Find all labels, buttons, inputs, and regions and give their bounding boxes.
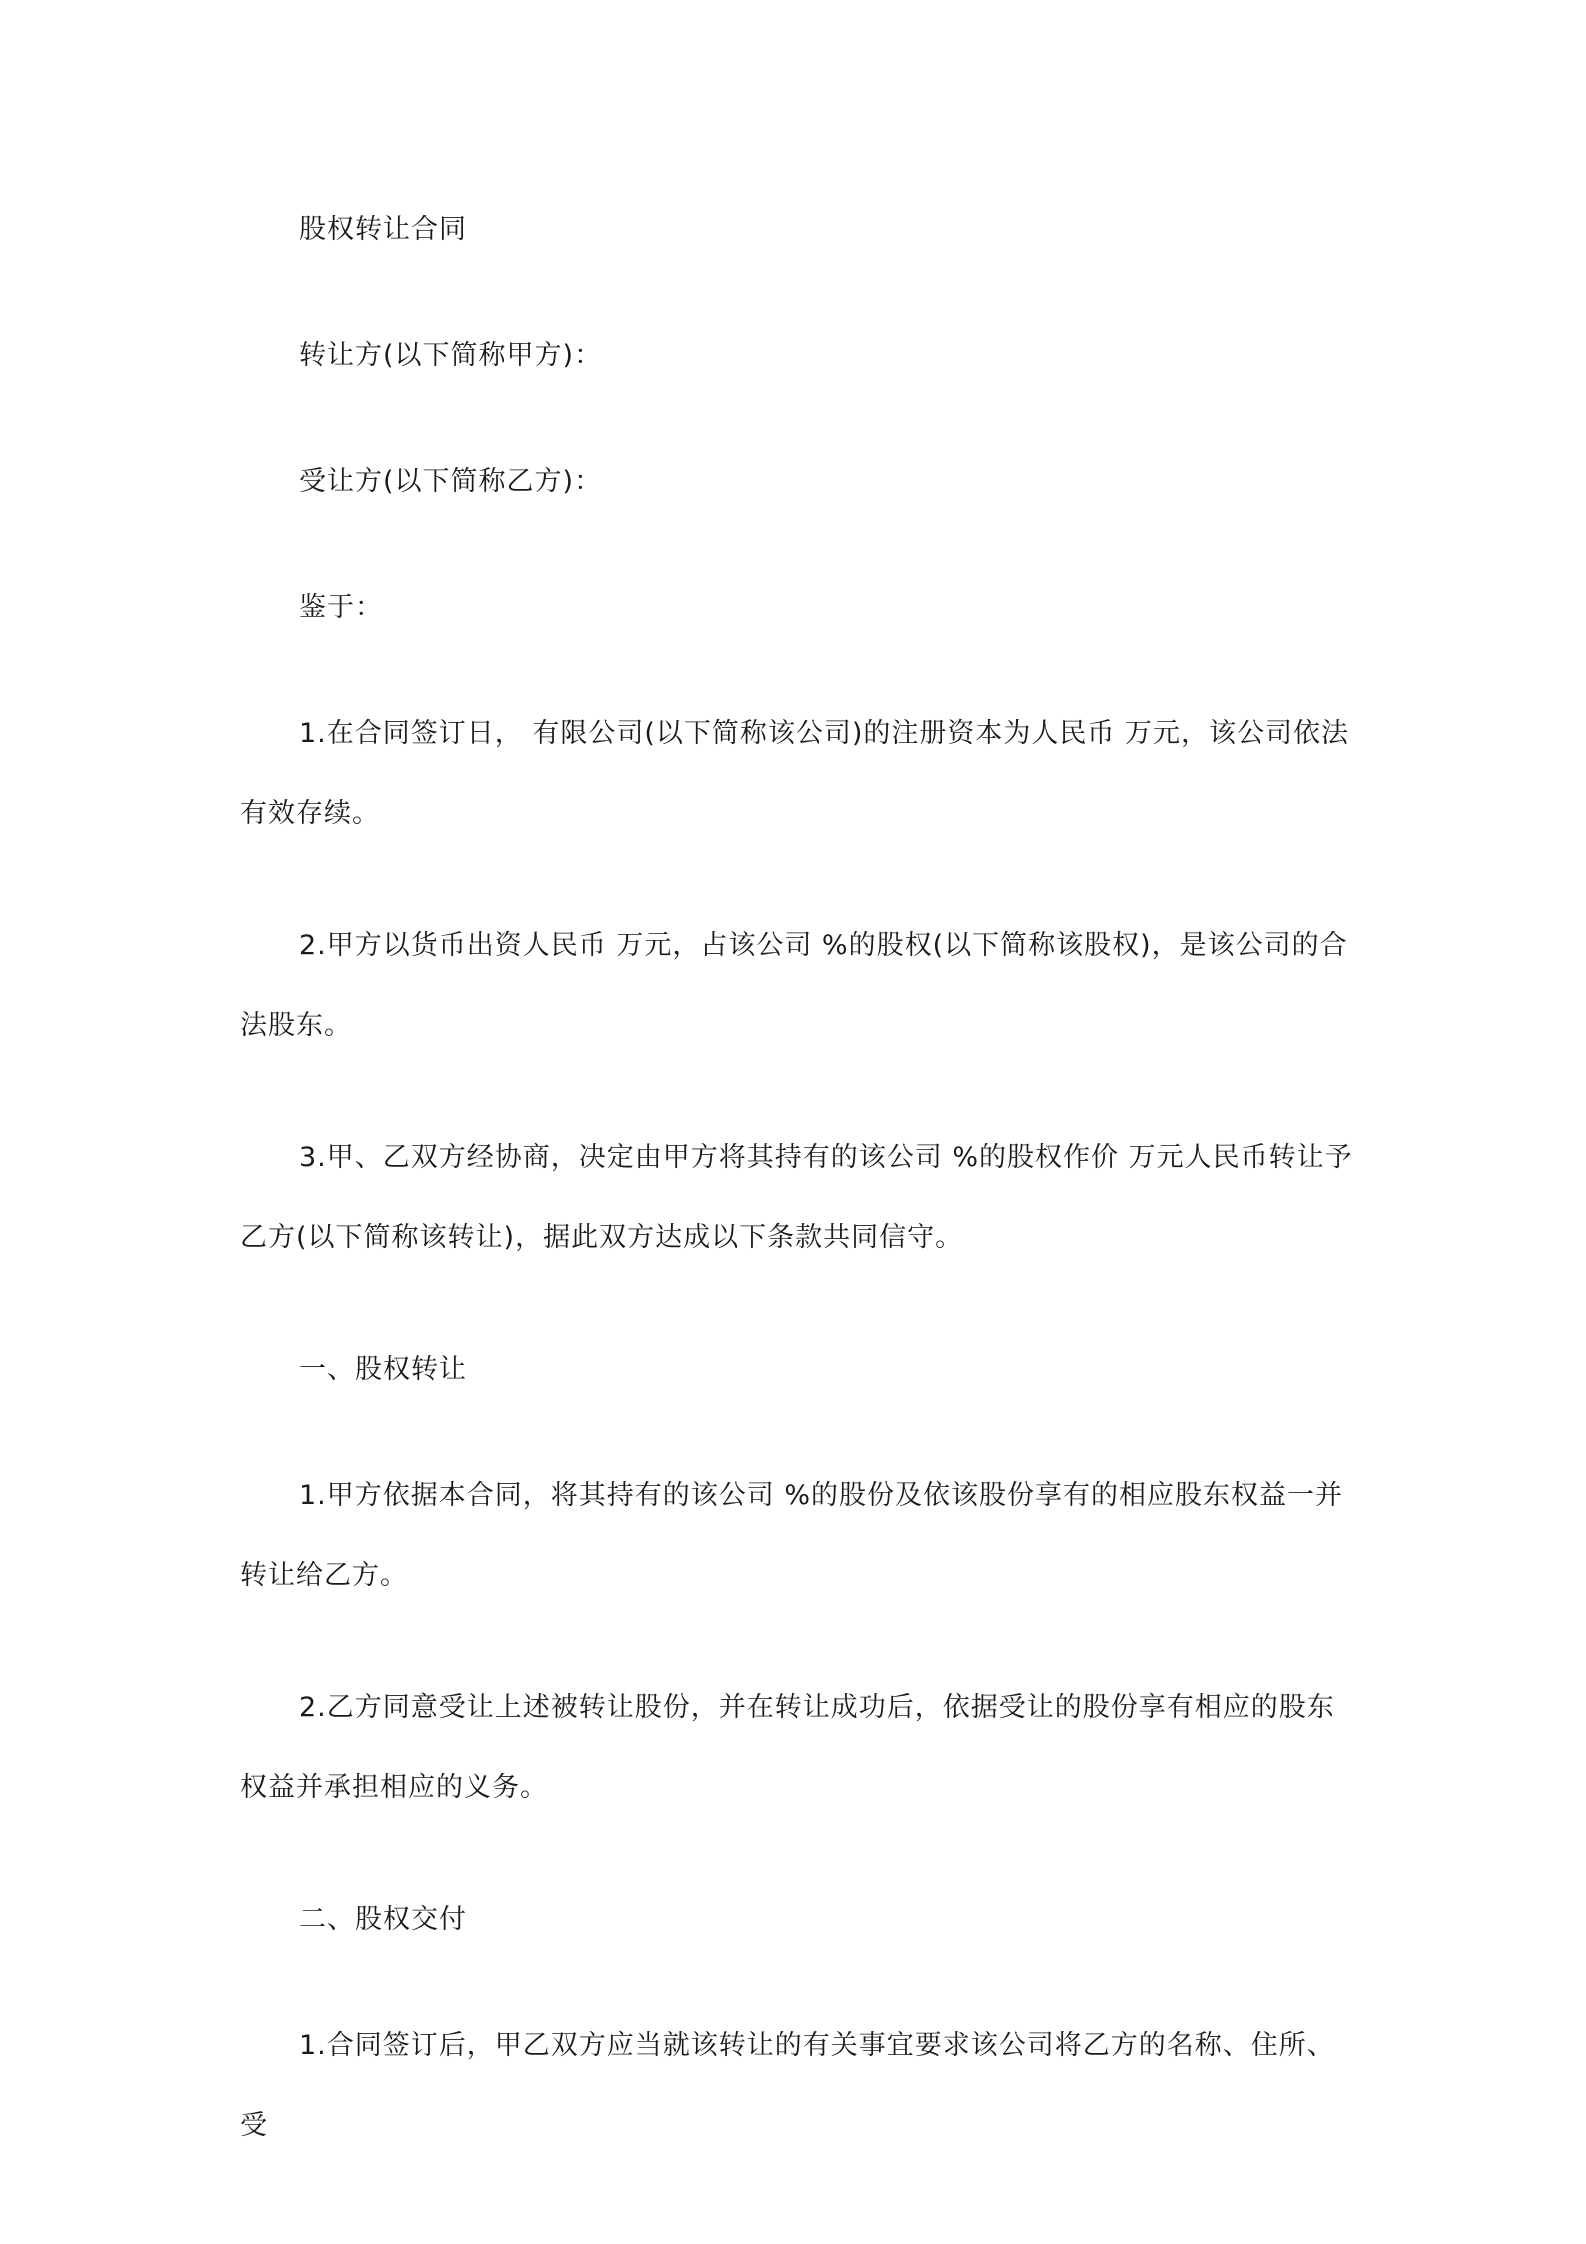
recital-paragraph: 2.甲方以货币出资人民币 万元，占该公司 %的股权(以下简称该股权)，是该公司的合法股东。 — [240, 930, 1348, 1041]
transferor-line: 转让方(以下简称甲方)： — [299, 340, 603, 371]
whereas-heading: 鉴于： — [299, 592, 383, 623]
section-heading: 二、股权交付 — [299, 1904, 467, 1935]
section-heading: 一、股权转让 — [299, 1354, 467, 1385]
clause-paragraph: 1.甲方依据本合同，将其持有的该公司 %的股份及依该股份享有的相应股东权益一并转让给乙方。 — [240, 1480, 1343, 1591]
document-title: 股权转让合同 — [299, 214, 467, 245]
clause-paragraph: 1.合同签订后，甲乙双方应当就该转让的有关事宜要求该公司将乙方的名称、住所、受 — [240, 2030, 1335, 2141]
transferee-line: 受让方(以下简称乙方)： — [299, 466, 603, 497]
clause-paragraph: 2.乙方同意受让上述被转让股份，并在转让成功后，依据受让的股份享有相应的股东权益并承担相应的义务。 — [240, 1692, 1335, 1803]
recital-paragraph: 3.甲、乙双方经协商，决定由甲方将其持有的该公司 %的股权作价 万元人民币转让予乙方(以下简称该转让)，据此双方达成以下条款共同信守。 — [240, 1142, 1353, 1253]
recital-paragraph: 1.在合同签订日， 有限公司(以下简称该公司)的注册资本为人民币 万元，该公司依法有效存续。 — [240, 718, 1349, 829]
